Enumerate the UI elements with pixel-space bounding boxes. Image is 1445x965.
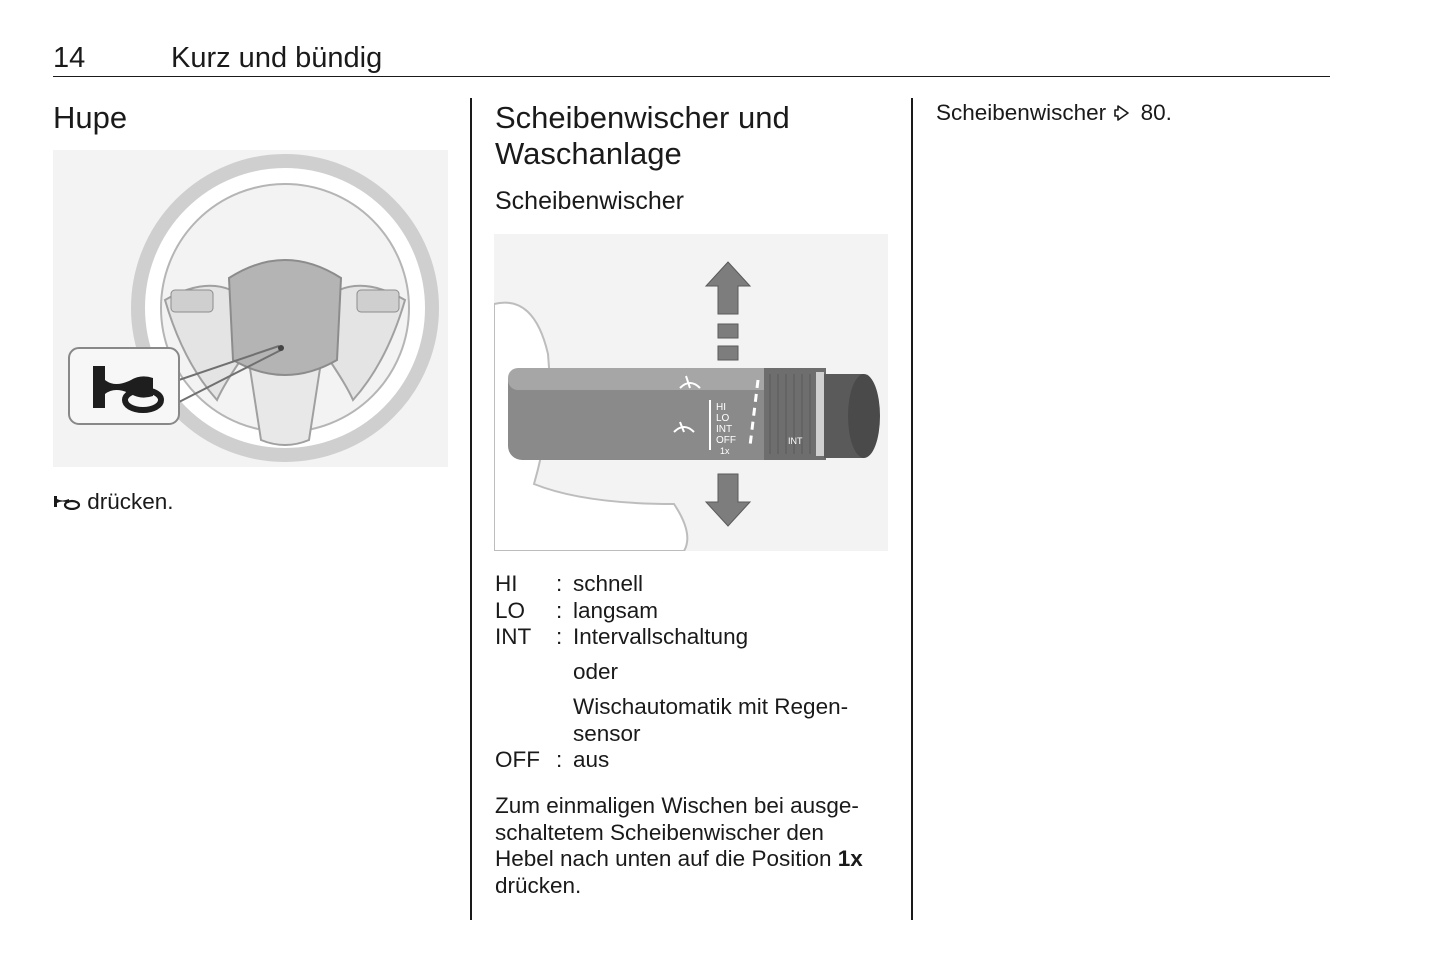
paragraph-line: schaltetem Scheibenwischer den: [495, 819, 824, 845]
position-1x: 1x: [837, 846, 863, 871]
column-divider-1: [470, 98, 472, 920]
page-header: [53, 40, 1330, 77]
definition-term: HI: [495, 571, 518, 596]
definition-int: [495, 624, 895, 651]
definition-term: LO: [495, 597, 526, 623]
lever-label-once: 1x: [720, 446, 730, 456]
horn-instruction-text: drücken.: [87, 489, 174, 514]
chapter-title: Kurz und bündig: [171, 42, 383, 74]
section-heading-wiper-line1: Scheibenwischer und: [495, 100, 790, 135]
paragraph-line: Zum einmaligen Wischen bei ausge-: [495, 793, 859, 818]
reference-text: Scheibenwischer: [936, 100, 1107, 125]
cross-reference[interactable]: [936, 100, 1172, 127]
subheading-wiper: Scheibenwischer: [495, 187, 684, 215]
definition-colon: :: [556, 571, 563, 596]
definition-desc: aus: [573, 747, 610, 772]
definition-int-auto: [495, 694, 895, 747]
definition-colon: :: [556, 624, 563, 649]
definition-term: OFF: [495, 747, 540, 772]
definition-off: [495, 747, 895, 774]
definition-desc: Intervallschaltung: [573, 624, 749, 649]
definition-term: INT: [495, 624, 532, 649]
definition-colon: :: [556, 747, 563, 772]
definition-desc: sensor: [573, 720, 641, 746]
lever-label-lo: LO: [716, 413, 730, 424]
arrow-reference-icon: [1114, 104, 1132, 122]
reference-page: 80.: [1140, 100, 1172, 125]
column-divider-2: [911, 98, 913, 920]
horn-icon: [53, 494, 81, 510]
definition-colon: :: [556, 597, 563, 623]
section-heading-wiper-line2: Waschanlage: [495, 136, 682, 171]
definition-desc: langsam: [573, 597, 659, 623]
wiper-lever-figure: [494, 234, 888, 551]
definition-hi: [495, 571, 895, 598]
column-hupe: [53, 100, 127, 136]
definition-desc: Wischautomatik mit Regen-: [573, 694, 849, 719]
definition-desc: oder: [573, 659, 619, 684]
definition-lo: [495, 598, 895, 625]
paragraph-line: drücken.: [495, 872, 582, 898]
single-wipe-paragraph: [495, 793, 895, 899]
lever-label-int: INT: [716, 424, 733, 435]
wiper-lever-illustration: [494, 234, 888, 551]
steering-wheel-icon: [53, 150, 448, 467]
lever-label-auto: INT: [788, 436, 803, 446]
definition-desc: schnell: [573, 571, 644, 596]
horn-instruction: [53, 489, 174, 516]
lever-label-hi: HI: [716, 402, 726, 413]
column-wiper: [495, 100, 790, 216]
steering-wheel-figure: [53, 150, 448, 467]
page-number: 14: [53, 42, 86, 74]
definition-int-or: [495, 659, 895, 686]
lever-label-off: OFF: [716, 435, 736, 446]
paragraph-line: Hebel nach unten auf die Position 1x: [495, 846, 863, 871]
wiper-definitions: [495, 571, 895, 774]
section-heading-hupe: Hupe: [53, 100, 128, 135]
